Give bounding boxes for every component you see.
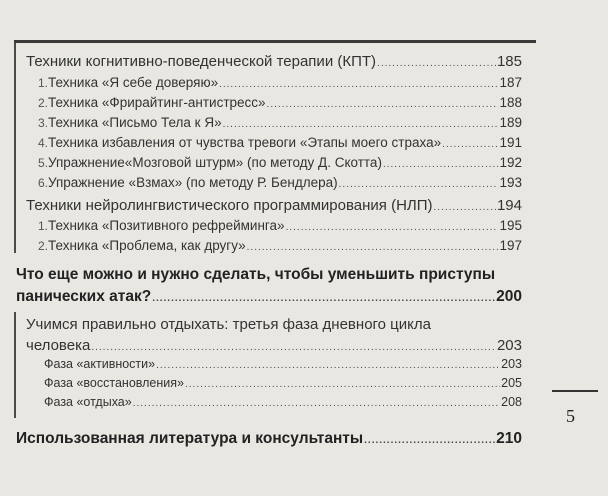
toc-page-number: 197 <box>499 238 522 253</box>
item-number: 2. <box>38 96 49 110</box>
leader-dots <box>219 79 498 90</box>
leader-dots <box>442 139 498 150</box>
toc-page-number: 203 <box>496 337 522 354</box>
toc-entry-kpt[interactable] <box>26 53 522 70</box>
leader-dots <box>185 379 500 390</box>
toc-entry-label: Фаза «восстановления» <box>44 376 184 390</box>
toc-entry-label: Фаза «отдыха» <box>44 395 132 409</box>
page-number-rule <box>552 390 598 392</box>
leader-dots <box>339 179 499 190</box>
toc-page-number: 189 <box>499 115 522 130</box>
toc-page-number: 188 <box>499 95 522 110</box>
toc-page-number: 205 <box>501 376 522 390</box>
item-number: 6. <box>38 176 49 190</box>
item-number: 5. <box>38 156 49 170</box>
toc-page-number: 194 <box>496 197 522 214</box>
top-rule <box>14 40 536 43</box>
toc-entry-kpt-2[interactable] <box>38 95 522 110</box>
toc-chapter-panic[interactable] <box>16 288 522 306</box>
toc-entry-kpt-1[interactable] <box>38 75 522 90</box>
toc-entry-label: Техники нейролингвистического программирования (НЛП) <box>26 197 433 214</box>
toc-entry-nlp[interactable] <box>26 197 522 214</box>
toc-entry-label: Использованная литература и консультанты <box>16 430 364 447</box>
item-number: 1. <box>38 219 49 233</box>
toc-entry-rest-3[interactable] <box>44 395 522 409</box>
toc-entry-nlp-1[interactable] <box>38 218 522 233</box>
leader-dots <box>156 360 500 371</box>
leader-dots <box>133 398 500 409</box>
toc-entry-rest-2[interactable] <box>44 376 522 390</box>
toc-page-number: 185 <box>496 53 522 70</box>
toc-entry-kpt-4[interactable] <box>38 135 522 150</box>
toc-entry-label: Упражнение«Мозговой штурм» (по методу Д. Скотта) <box>48 155 382 170</box>
leader-dots <box>383 159 499 170</box>
toc-entry-rest[interactable] <box>26 337 522 354</box>
toc-entry-label: Фаза «активности» <box>44 357 156 371</box>
toc-entry-label: Техника «Фрирайтинг-антистресс» <box>48 95 266 110</box>
toc-entry-label: Упражнение «Взмах» (по методу Р. Бендлера) <box>48 175 338 190</box>
toc-page-number: 193 <box>499 175 522 190</box>
toc-entry-label: Техника «Позитивного рефрейминга» <box>48 218 285 233</box>
toc-page-number: 208 <box>501 395 522 409</box>
toc-entry-label: панических атак? <box>16 288 152 305</box>
toc-entry-label: Техника «Проблема, как другу» <box>48 238 246 253</box>
toc-page-number: 203 <box>501 357 522 371</box>
toc-entry-rest-1[interactable] <box>44 357 522 371</box>
toc-entry-label: Техника «Письмо Тела к Я» <box>48 115 222 130</box>
toc-entry-label: человека <box>26 337 91 354</box>
toc-page-number: 192 <box>499 155 522 170</box>
toc-page-number: 200 <box>496 288 522 305</box>
leader-dots <box>286 222 499 233</box>
toc-chapter-literature[interactable] <box>16 430 522 448</box>
leader-dots <box>364 435 495 446</box>
left-rule-lower <box>14 312 16 418</box>
leader-dots <box>267 99 499 110</box>
toc-page-number: 187 <box>499 75 522 90</box>
item-number: 3. <box>38 116 49 130</box>
leader-dots <box>247 242 499 253</box>
toc-entry-rest-line1[interactable]: Учимся правильно отдыхать: третья фаза дневного цикла <box>26 316 431 333</box>
toc-entry-kpt-5[interactable] <box>38 155 522 170</box>
toc-entry-nlp-2[interactable] <box>38 238 522 253</box>
toc-entry-kpt-6[interactable] <box>38 175 522 190</box>
leader-dots <box>152 293 495 304</box>
item-number: 2. <box>38 239 49 253</box>
toc-page-number: 210 <box>496 430 522 447</box>
leader-dots <box>434 202 496 213</box>
toc-entry-kpt-3[interactable] <box>38 115 522 130</box>
toc-entry-label: Техники когнитивно-поведенческой терапии (КПТ) <box>26 53 377 70</box>
item-number: 1. <box>38 76 49 90</box>
leader-dots <box>91 342 496 353</box>
toc-page-number: 191 <box>499 135 522 150</box>
item-number: 4. <box>38 136 49 150</box>
leader-dots <box>377 58 496 69</box>
toc-page-number: 195 <box>499 218 522 233</box>
left-rule <box>14 43 16 253</box>
toc-entry-label: Техника «Я себе доверяю» <box>48 75 219 90</box>
page-number: 5 <box>566 406 575 426</box>
leader-dots <box>223 119 499 130</box>
toc-entry-label: Техника избавления от чувства тревоги «Этапы моего страха» <box>48 135 442 150</box>
toc-chapter-panic-line1[interactable]: Что еще можно и нужно сделать, чтобы уменьшить приступы <box>16 266 496 283</box>
